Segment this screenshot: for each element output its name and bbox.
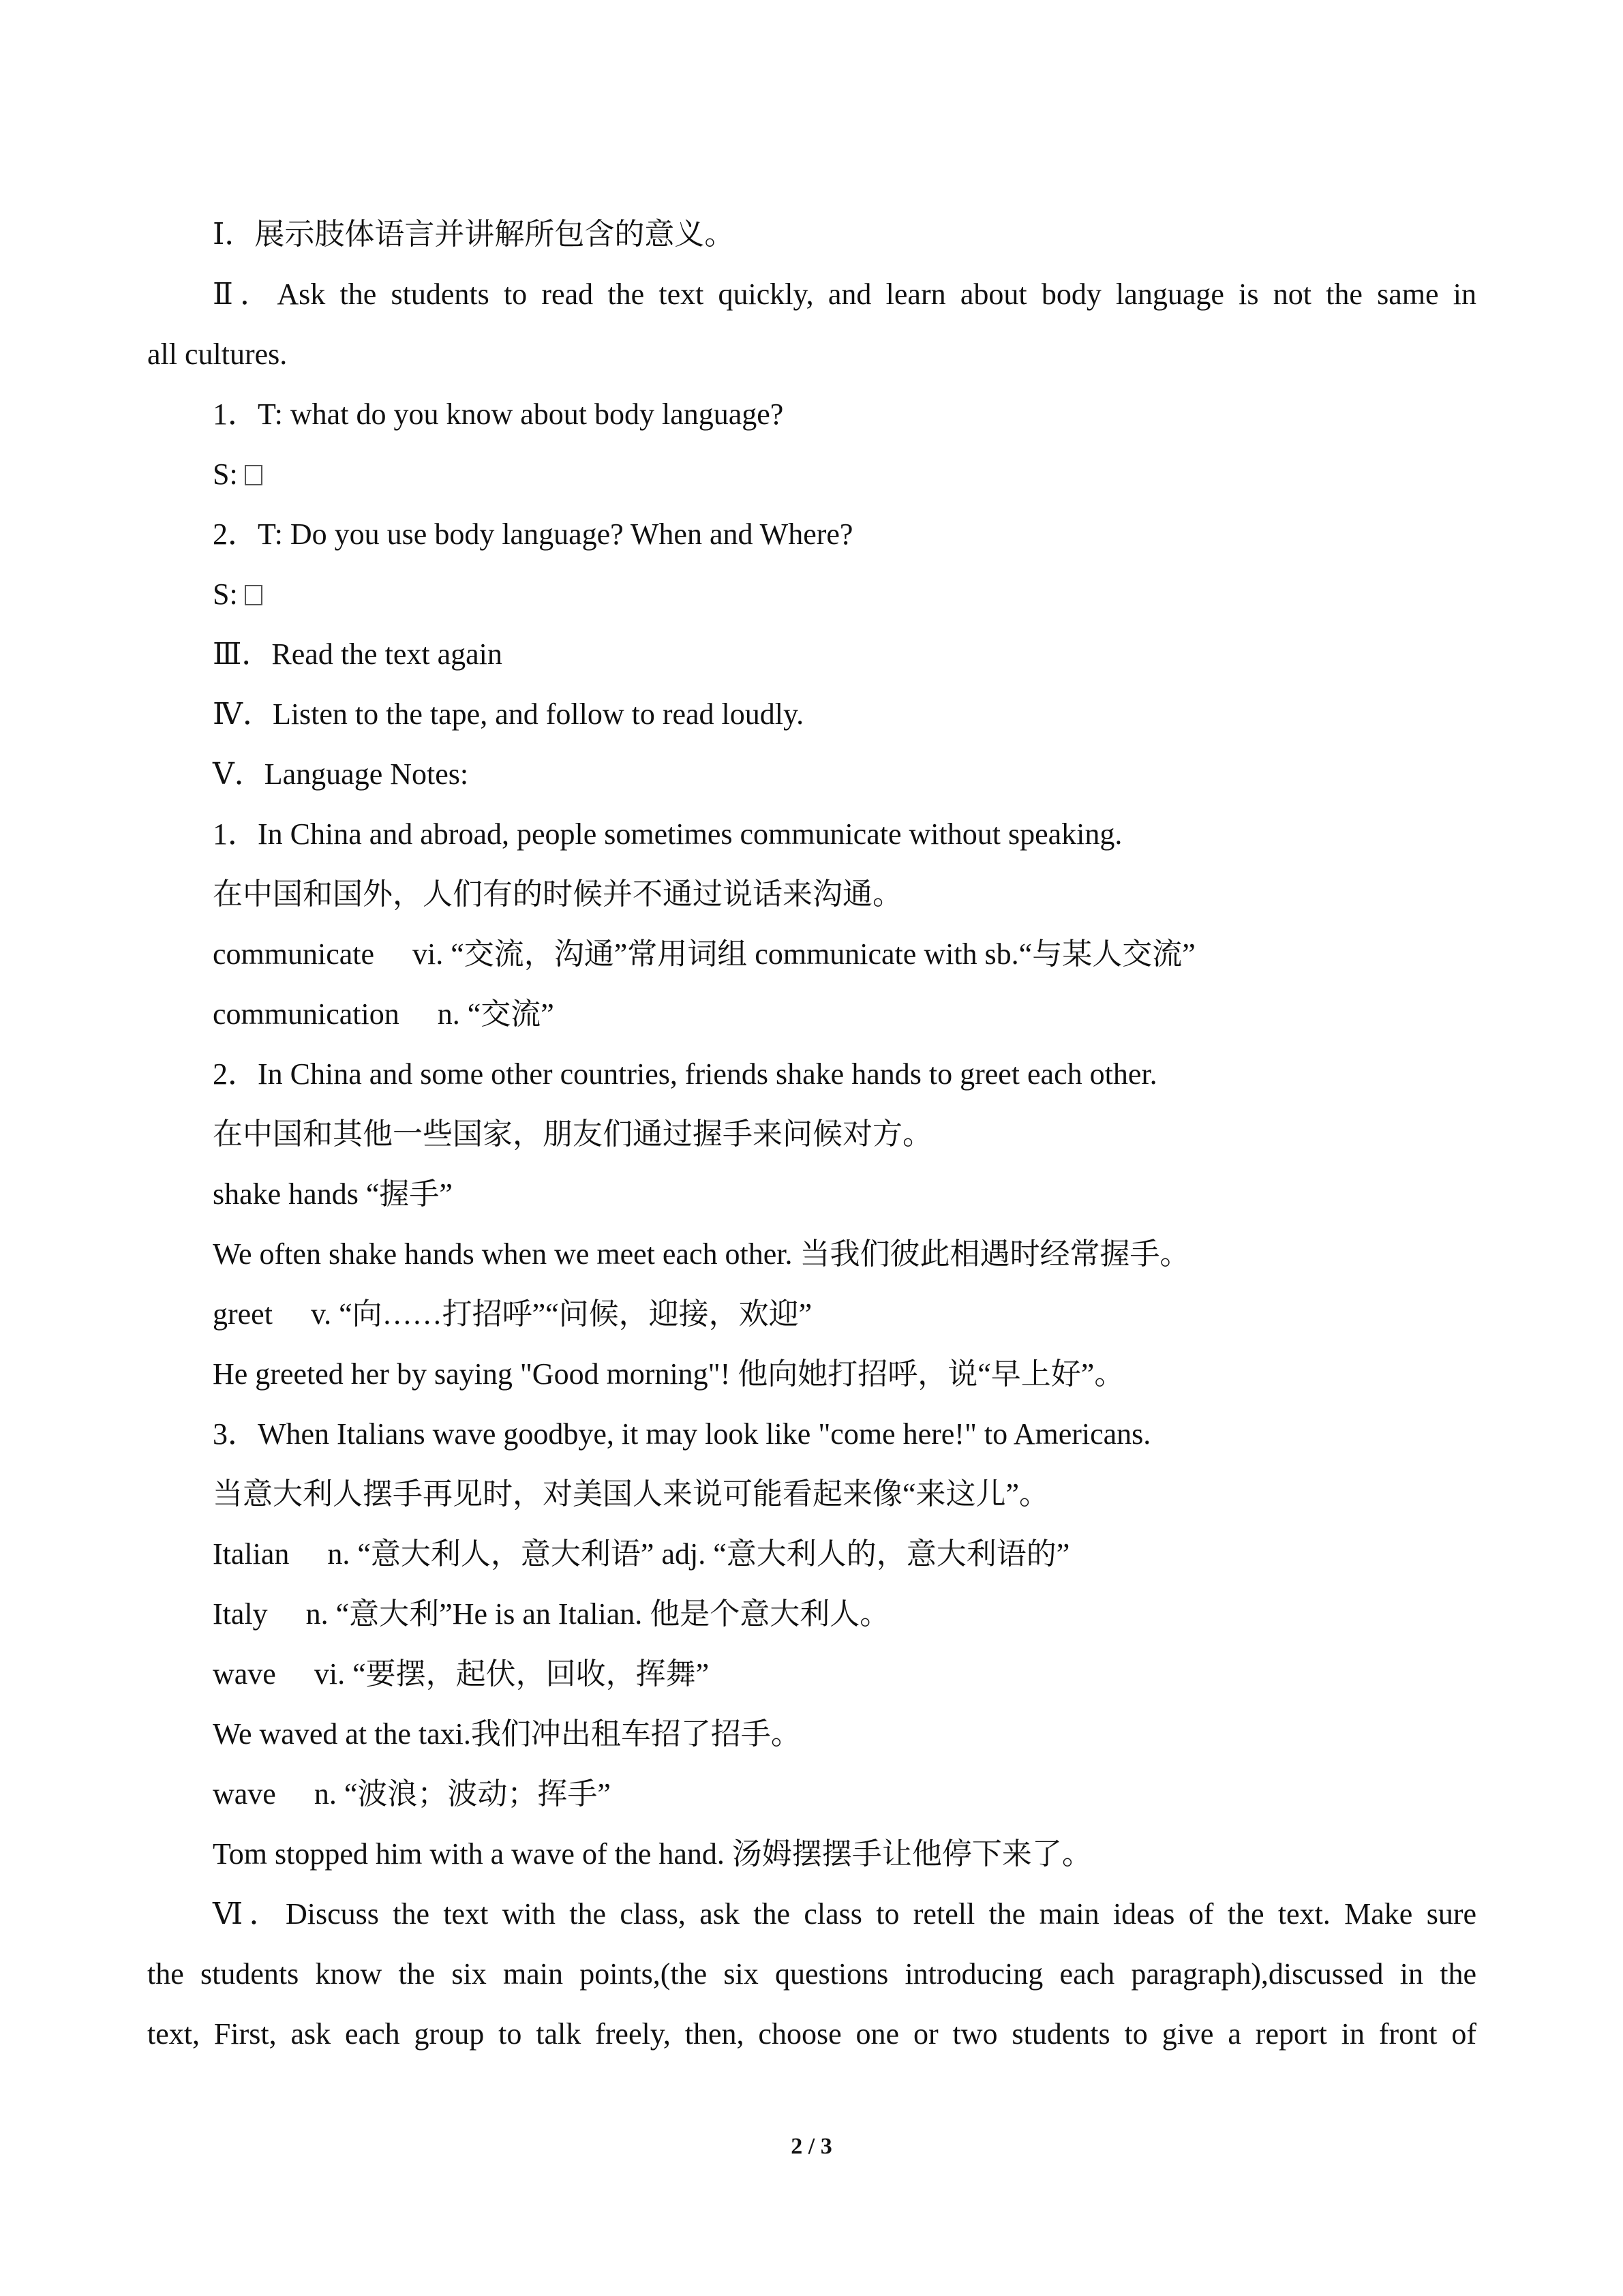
vocab-definition: vi. “交流，沟通”常用词组 communicate with sb.“与某人交流”	[412, 937, 1196, 971]
vocab-word: Italian	[213, 1537, 290, 1571]
page-number: 2 / 3	[791, 2134, 832, 2159]
vocab-definition: n. “意大利人，意大利语” adj. “意大利人的，意大利语的”	[327, 1537, 1070, 1571]
answer-label: S:	[213, 457, 238, 491]
answer-blank-box	[245, 585, 262, 605]
vocab-italy	[147, 1584, 1476, 1644]
vocab-definition: n. “交流”	[437, 997, 554, 1031]
answer-2	[147, 564, 1476, 624]
section-1: Ⅰ．展示肢体语言并讲解所包含的意义。	[213, 217, 735, 251]
note-1: 1．In China and abroad, people sometimes communicate without speaking.	[213, 817, 1123, 851]
note-3-translation: 当意大利人摆手再见时，对美国人来说可能看起来像“来这儿”。	[213, 1477, 1050, 1511]
vocab-definition: v. “向……打招呼”“问候，迎接，欢迎”	[310, 1297, 813, 1331]
vocab-word: wave	[213, 1657, 276, 1691]
vocab-shake-hands: shake hands “握手”	[213, 1177, 453, 1211]
vocab-definition: n. “意大利”He is an Italian. 他是个意大利人。	[305, 1597, 890, 1631]
section-3: Ⅲ．Read the text again	[213, 637, 502, 671]
section-6-line-3: text, First, ask each group to talk freely, then, choose one or two students to give a report in front of	[147, 2017, 1476, 2051]
example-wave-noun: Tom stopped him with a wave of the hand. 汤姆摆摆手让他停下来了。	[213, 1837, 1092, 1871]
vocab-definition: n. “波浪；波动；挥手”	[314, 1777, 611, 1811]
note-1-translation: 在中国和国外，人们有的时候并不通过说话来沟通。	[213, 877, 902, 911]
vocab-communication	[147, 984, 1476, 1044]
vocab-italian	[147, 1524, 1476, 1584]
section-6-line-1: Ⅵ．Discuss the text with the class, ask the class to retell the main ideas of the text. Make sure	[213, 1897, 1476, 1931]
question-1: 1．T: what do you know about body language?	[213, 397, 784, 431]
vocab-greet	[147, 1284, 1476, 1344]
vocab-word: Italy	[213, 1597, 268, 1631]
vocab-word: greet	[213, 1297, 273, 1331]
section-2-line-1: Ⅱ．Ask the students to read the text quickly, and learn about body language is not the same in	[213, 277, 1476, 311]
note-2-translation: 在中国和其他一些国家，朋友们通过握手来问候对方。	[213, 1117, 932, 1151]
section-6-line-2: the students know the six main points,(the six questions introducing each paragraph),discussed in the	[147, 1957, 1476, 1991]
example-greet: He greeted her by saying "Good morning"! 他向她打招呼，说“早上好”。	[213, 1357, 1125, 1391]
section-5: Ⅴ．Language Notes:	[213, 757, 469, 791]
answer-1	[147, 444, 1476, 504]
section-2-line-2: all cultures.	[147, 337, 288, 371]
example-shake-hands: We often shake hands when we meet each other. 当我们彼此相遇时经常握手。	[213, 1237, 1190, 1271]
answer-label: S:	[213, 577, 238, 611]
document-body	[147, 205, 1476, 2064]
vocab-wave-verb	[147, 1644, 1476, 1704]
vocab-definition: vi. “要摆，起伏，回收，挥舞”	[314, 1657, 710, 1691]
example-wave-verb: We waved at the taxi.我们冲出租车招了招手。	[213, 1717, 801, 1751]
section-4: Ⅳ．Listen to the tape, and follow to read loudly.	[213, 697, 804, 731]
vocab-communicate	[147, 924, 1476, 984]
vocab-word: communication	[213, 997, 399, 1031]
answer-blank-box	[245, 465, 262, 485]
note-2: 2．In China and some other countries, friends shake hands to greet each other.	[213, 1057, 1157, 1091]
vocab-word: communicate	[213, 937, 375, 971]
note-3: 3．When Italians wave goodbye, it may look like "come here!" to Americans.	[213, 1417, 1151, 1451]
question-2: 2．T: Do you use body language? When and Where?	[213, 517, 853, 551]
vocab-wave-noun	[147, 1764, 1476, 1824]
vocab-word: wave	[213, 1777, 276, 1811]
